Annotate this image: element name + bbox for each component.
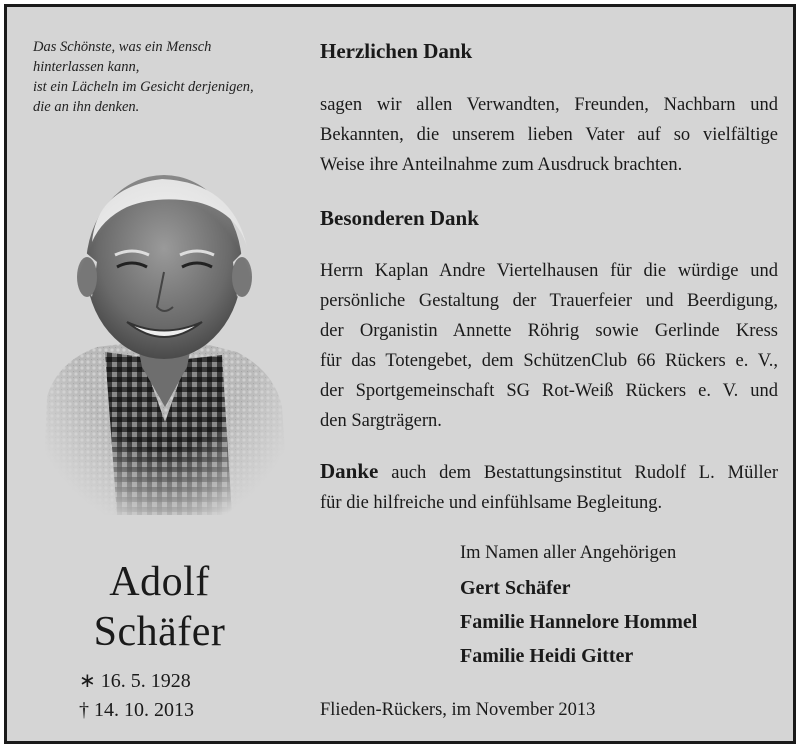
text-line (320, 456, 778, 488)
signature-intro: Im Namen aller Angehörigen (460, 543, 677, 563)
text-line: sagen wir allen Verwandten, Freunden, Nachbarn und (320, 95, 778, 115)
deceased-last-name: Schäfer (93, 609, 226, 655)
quote-line: hinterlassen kann, (33, 59, 140, 75)
special-thanks-heading: Besonderen Dank (320, 206, 479, 230)
text-line: Herrn Kaplan Andre Viertelhausen für die würdige und (320, 261, 778, 281)
signer-name: Familie Hannelore Hommel (460, 611, 698, 633)
quote-line: ist ein Lächeln im Gesicht derjenigen, (33, 79, 254, 95)
text-line: Weise ihre Anteilnahme zum Ausdruck brachten. (320, 155, 683, 175)
text-line: der Sportgemeinschaft SG Rot-Weiß Rückers e. V. und (320, 381, 778, 401)
thanks-paragraph (320, 90, 778, 180)
signer-name: Familie Heidi Gitter (460, 645, 634, 667)
place-date: Flieden-Rückers, im November 2013 (320, 700, 596, 720)
obituary-card (4, 4, 796, 744)
signer-name: Gert Schäfer (460, 577, 571, 599)
funeral-thanks-paragraph (320, 456, 778, 518)
text-line: Bekannten, die unserem lieben Vater auf so vielfältige (320, 125, 778, 145)
quote-line: Das Schönste, was ein Mensch (33, 39, 212, 55)
text-line: für das Totengebet, dem SchützenClub 66 Rückers e. V., (320, 351, 778, 371)
danke-word: Danke (320, 459, 379, 483)
text-line: persönliche Gestaltung der Trauerfeier und Beerdigung, (320, 291, 778, 311)
text-fragment: auch dem Bestattungsinstitut Rudolf L. Müller (378, 463, 778, 483)
birth-date: ∗ 16. 5. 1928 (79, 670, 191, 692)
special-thanks-paragraph (320, 256, 778, 436)
portrait-photo (37, 167, 292, 515)
death-date: † 14. 10. 2013 (79, 699, 194, 721)
memorial-quote (33, 37, 283, 117)
text-line: für die hilfreiche und einfühlsame Begleitung. (320, 493, 663, 513)
quote-line: die an ihn denken. (33, 99, 140, 115)
deceased-first-name: Adolf (109, 559, 210, 605)
text-line: der Organistin Annette Röhrig sowie Gerlinde Kress (320, 321, 778, 341)
text-line: den Sargträgern. (320, 411, 442, 431)
thanks-heading: Herzlichen Dank (320, 39, 473, 63)
